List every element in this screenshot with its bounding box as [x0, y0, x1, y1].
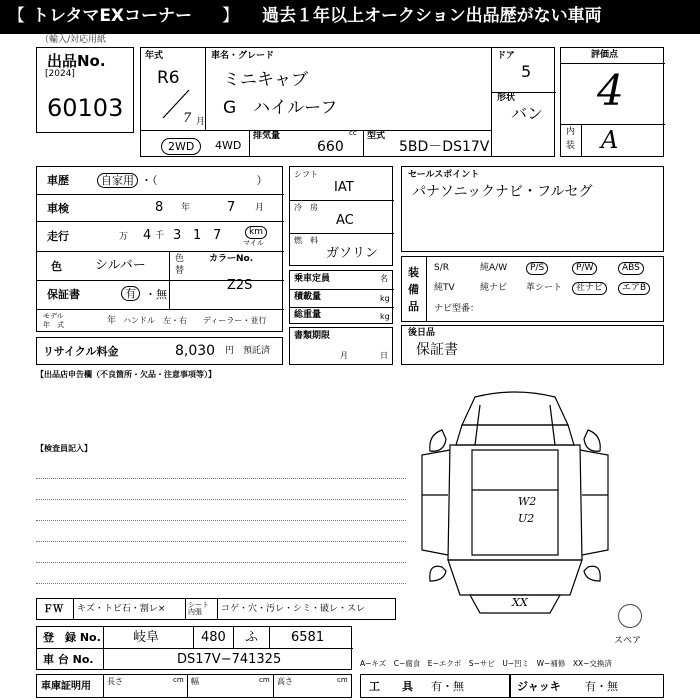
- garage-label: 車庫証明用: [41, 681, 91, 692]
- reg-kana: ふ: [245, 630, 259, 645]
- shape-value: バン: [511, 104, 544, 123]
- sales-block: [401, 166, 664, 252]
- tools-block: [360, 674, 510, 698]
- doors-label: ドア: [497, 51, 515, 61]
- fw-text: キズ・トビ石・割レ×: [77, 604, 166, 614]
- displacement-value: 660: [317, 139, 344, 155]
- equip-row-2: [432, 281, 662, 297]
- model-label: 型式: [367, 131, 386, 141]
- equip-item-row1-4: ABS: [618, 262, 644, 275]
- equipment-block: [401, 256, 664, 322]
- equip-label-1: 装: [408, 266, 419, 279]
- doors-value: 5: [521, 62, 532, 81]
- score-value: 4: [597, 66, 624, 115]
- mileage-label: 走行: [47, 230, 69, 243]
- equip-item-row1-2: P/S: [526, 262, 548, 275]
- chassis-value: DS17V−741325: [177, 652, 282, 667]
- diagram-mark-xx: XX: [512, 596, 528, 609]
- reg-label: 登 録 No.: [43, 631, 101, 644]
- mileage-man: 万: [119, 232, 129, 242]
- inspection-month: 7: [227, 200, 236, 215]
- garage-length: 長さ: [107, 677, 123, 686]
- model-year-label-1: モデル: [43, 312, 64, 320]
- garage-height-cm: cm: [337, 676, 348, 684]
- color-no-value: Z2S: [227, 278, 253, 293]
- reg-number: 6581: [291, 630, 325, 645]
- interior-value: A: [601, 126, 619, 154]
- garage-height: 高さ: [277, 677, 293, 686]
- diagram-mark-u2: U2: [518, 512, 535, 525]
- header-subtitle: 過去１年以上オークション出品歴がない車両: [262, 6, 602, 26]
- jack-label: ジャッキ: [517, 680, 561, 693]
- garage-width-cm: cm: [259, 676, 270, 684]
- sheet-top-note: （輸入/対応用紙: [40, 35, 107, 45]
- equip-item-row2-2: 革シート: [526, 283, 563, 293]
- navi-model-label: ナビ型番：: [434, 304, 480, 314]
- drive-2wd: 2WD: [161, 138, 201, 155]
- inspection-label: 車検: [47, 202, 69, 215]
- warranty-yes: 有: [121, 286, 140, 301]
- inspection-month-unit: 月: [255, 203, 265, 213]
- color-change-2: 替: [175, 266, 185, 276]
- history-block: [36, 166, 283, 332]
- recycle-label: リサイクル料金: [43, 345, 119, 358]
- capacity-label: 乗車定員: [294, 274, 331, 284]
- inspection-year-unit: 年: [181, 203, 191, 213]
- warranty-label: 保証書: [47, 288, 80, 301]
- dealer-value: ディーラー・並行: [203, 316, 267, 325]
- year-label: 年式: [145, 51, 164, 61]
- color-value: シルバー: [95, 258, 146, 273]
- displacement-unit: cc: [349, 129, 357, 137]
- header-left-bracket: 【: [8, 6, 25, 26]
- warranty-no: ・無: [145, 288, 167, 301]
- handle-value: ハンドル 左・右: [123, 316, 187, 325]
- model-value: 5BD－DS17V: [399, 139, 490, 155]
- interior-label-2: 装: [566, 141, 576, 151]
- garage-width: 幅: [191, 677, 199, 686]
- ac-value: AC: [336, 213, 354, 228]
- after-label: 後日品: [408, 328, 436, 338]
- chassis-label: 車 台 No.: [43, 653, 94, 666]
- equip-label-2: 備: [408, 283, 419, 296]
- year-era: R6: [157, 68, 180, 88]
- car-name: ミニキャブ: [223, 70, 308, 90]
- fuel-label: 燃 料: [294, 236, 318, 245]
- shift-value: IAT: [334, 180, 354, 195]
- diagram-mark-w2: W2: [518, 495, 537, 508]
- equip-item-row2-4: エアB: [618, 282, 650, 295]
- weight-label: 総重量: [294, 310, 322, 320]
- color-label: 色: [51, 260, 62, 273]
- fw-legend: [36, 598, 396, 620]
- car-grade: G ハイルーフ: [223, 98, 338, 118]
- spare-tire-icon: [618, 604, 642, 628]
- weight-unit: kg: [380, 312, 390, 321]
- displacement-label: 排気量: [253, 131, 281, 141]
- history-value: 自家用: [97, 173, 138, 188]
- capacity-unit: 名: [380, 274, 388, 283]
- car-diagram: [410, 385, 620, 620]
- equip-item-row2-1: 純ナビ: [480, 283, 508, 293]
- score-label: 評価点: [591, 50, 619, 60]
- history-rest: ・（ ）: [141, 174, 268, 187]
- mileage-km: km: [245, 226, 267, 239]
- header-right-bracket: 】: [222, 6, 239, 26]
- color-change-1: 色: [175, 254, 185, 264]
- docs-label: 書類期限: [294, 331, 331, 341]
- equip-item-row1-0: S/R: [434, 263, 449, 273]
- load-unit: kg: [380, 294, 390, 303]
- equip-row-1: [432, 261, 662, 277]
- equip-item-row2-0: 純TV: [434, 283, 455, 293]
- lot-year-note: [2024]: [45, 69, 75, 79]
- mileage-digit-2: 3: [173, 228, 182, 243]
- inspector-lines: [36, 458, 406, 588]
- vehicle-block: [140, 47, 555, 157]
- declaration-label: 【出品店申告欄（不良箇所・欠品・注意事項等）】: [36, 370, 216, 379]
- reg-region: 岐阜: [133, 630, 160, 645]
- weight-block: [289, 270, 393, 324]
- jack-value: 有・無: [585, 680, 618, 693]
- lot-label: 出品No.: [47, 52, 106, 70]
- model-year-value: 年: [107, 316, 117, 326]
- garage-block: [36, 674, 352, 698]
- after-block: [401, 325, 664, 365]
- registration-block: [36, 626, 352, 670]
- lot-number: 60103: [47, 94, 124, 122]
- equip-item-row1-1: 純A/W: [480, 263, 508, 273]
- shift-label: シフト: [294, 170, 318, 179]
- inspection-year: 8: [155, 200, 164, 215]
- color-no-label: カラーNo.: [209, 254, 254, 264]
- mech-block: [289, 166, 393, 266]
- header-banner: [0, 0, 700, 34]
- docs-month: 月: [340, 351, 348, 360]
- recycle-box: [36, 337, 283, 365]
- seat-text: コゲ・穴・汚レ・シミ・破レ・スレ: [221, 604, 366, 614]
- after-value: 保証書: [416, 342, 458, 358]
- header-title: トレタマEXコーナー: [32, 6, 193, 26]
- year-month: 7: [183, 111, 192, 126]
- mileage-unit-1: 千: [155, 231, 165, 241]
- interior-label-1: 内: [566, 127, 576, 137]
- equip-item-row2-3: 社ナビ: [572, 282, 607, 295]
- lot-box: [36, 47, 134, 133]
- year-month-unit: 月: [196, 117, 206, 127]
- tools-label: 工 具: [369, 680, 413, 693]
- score-box: [560, 47, 664, 157]
- shape-label: 形状: [497, 93, 516, 103]
- mileage-mile: マイル: [243, 239, 264, 247]
- tools-value: 有・無: [431, 680, 464, 693]
- jack-block: [510, 674, 664, 698]
- equip-item-row1-3: P/W: [572, 262, 597, 275]
- seat-label: シート内張: [188, 601, 209, 616]
- docs-block: [289, 327, 393, 365]
- mileage-digit-4: 7: [213, 228, 222, 243]
- drive-4wd: 4WD: [215, 139, 242, 152]
- garage-length-cm: cm: [173, 676, 184, 684]
- mileage-digit-3: 1: [193, 228, 202, 243]
- spare-label: スペア: [614, 636, 642, 646]
- equip-label-3: 品: [408, 300, 419, 313]
- inspector-label: 【検査員記入】: [36, 444, 92, 453]
- fw-label: ＦＷ: [43, 604, 63, 615]
- damage-codes: A−キズ C−腐食 E−エクボ S−サビ U−凹ミ W−補修 XX−交換済: [360, 659, 612, 668]
- recycle-value: 8,030: [175, 343, 216, 359]
- car-name-label: 車名・グレード: [211, 51, 275, 61]
- recycle-unit: 円 預託済: [225, 346, 271, 356]
- sales-text: パナソニックナビ・フルセグ: [412, 184, 593, 200]
- load-label: 積載量: [294, 292, 322, 302]
- sales-label: セールスポイント: [408, 170, 480, 180]
- mileage-digit-1: 4: [143, 228, 152, 243]
- model-year-label-2: 年 式: [43, 321, 64, 329]
- ac-label: 冷 房: [294, 203, 318, 212]
- fuel-value: ガソリン: [326, 246, 379, 261]
- docs-day: 日: [380, 351, 388, 360]
- reg-class: 480: [201, 630, 226, 645]
- history-label: 車歴: [47, 174, 69, 187]
